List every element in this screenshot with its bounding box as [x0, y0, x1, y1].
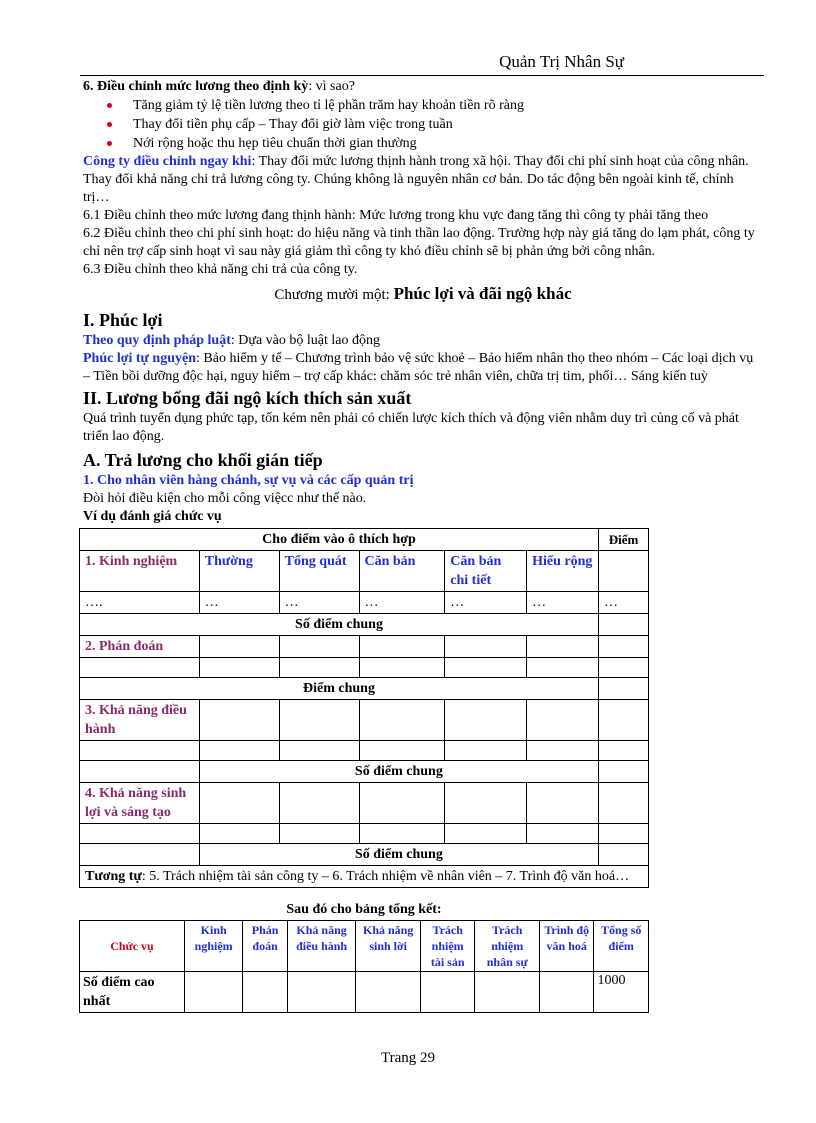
summary-col-header: Kinh nghiệm — [184, 921, 243, 972]
level-choice-cell[interactable] — [199, 658, 279, 678]
level-choice-cell[interactable] — [527, 824, 599, 844]
summary-col-header: Khả năng sinh lời — [356, 921, 421, 972]
score-header: Điểm — [598, 529, 648, 551]
table-row — [80, 551, 649, 592]
adjust-text: : Thay đổi mức lương thịnh hành trong xã hội. Thay đổi chi phí sinh hoạt của công nhân. Thay đổi khả năng chi trả lương công ty. Chúng không là nguyên nhân cơ bản. Do tác động bên ngoài kinh tế, chính trị… — [83, 154, 749, 205]
voluntary-label: Phúc lợi tự nguyện — [83, 351, 197, 366]
bullet-text: Nới rộng hoặc thu hẹp tiêu chuẩn thời gian thường — [133, 136, 417, 151]
similar-label: Tương tự — [85, 869, 142, 884]
bullet-item — [107, 115, 763, 134]
score-cell[interactable] — [598, 761, 648, 783]
table-row — [80, 678, 649, 700]
bullet-dot-icon — [107, 122, 112, 127]
level-cell: Tổng quát — [279, 551, 359, 592]
table-row — [80, 592, 649, 614]
level-cell: Hiểu rộng — [527, 551, 599, 592]
table-row — [80, 614, 649, 636]
paragraph-6-2: 6.2 Điều chỉnh theo chi phí sinh hoạt: do hiệu năng và tinh thần lao động. Trường hợp này giá tăng do lạm phát, công ty chỉ nên trợ cấp sinh hoạt vì sau này giá giảm thì công ty khó điều chỉnh sẽ bị phản ứng bởi công nhân. — [83, 226, 755, 259]
similar-text: : 5. Trách nhiệm tài sản công ty – 6. Trách nhiệm về nhân viên – 7. Trình độ văn hoá… — [141, 869, 630, 884]
level-choice-cell[interactable] — [527, 741, 599, 761]
level-cell: Căn bản — [359, 551, 445, 592]
table-row — [80, 741, 649, 761]
total-label-cell: Số điểm chung — [199, 844, 598, 866]
chapter-prefix: Chương mười một — [274, 287, 386, 303]
adjust-label: Công ty điều chỉnh ngay khi — [83, 154, 252, 169]
blank-cell — [80, 761, 200, 783]
dots-cell: … — [199, 592, 279, 614]
score-cell[interactable] — [598, 636, 648, 658]
summary-table — [79, 920, 649, 1013]
eval-header: Cho điểm vào ô thích hợp — [80, 529, 599, 551]
voluntary-text: : Bảo hiểm y tế – Chương trình bảo vệ sức khoẻ – Bảo hiểm nhân thọ theo nhóm – Các loại dịch vụ – Tiền bồi dưỡng độc hại, nguy hiểm – trợ cấp khác: chăm sóc trẻ nhân viên, chữa trị tim, phổi… Sáng kiến tuỳ — [83, 351, 754, 384]
level-choice-cell[interactable] — [445, 658, 527, 678]
dots-cell: … — [598, 592, 648, 614]
score-cell[interactable] — [598, 844, 648, 866]
level-choice-cell[interactable] — [279, 783, 359, 824]
summary-cell[interactable] — [243, 972, 287, 1013]
bullet-item — [107, 96, 763, 115]
table-row — [80, 761, 649, 783]
score-cell[interactable] — [598, 783, 648, 824]
chapter-title: Phúc lợi và đãi ngộ khác — [393, 284, 572, 303]
total-label-cell: Điểm chung — [80, 678, 599, 700]
page-content — [83, 78, 763, 1013]
level-cell: Căn bản chi tiết — [445, 551, 527, 592]
example-label: Ví dụ đánh giá chức vụ — [83, 509, 222, 524]
page-number: Trang 29 — [380, 1050, 436, 1066]
table-row — [80, 700, 649, 741]
bullet-item — [107, 134, 763, 153]
similar-cell — [80, 866, 649, 888]
section-6-title: 6. Điều chỉnh mức lương theo định kỳ — [83, 79, 309, 94]
total-label-cell: Số điểm chung — [80, 614, 599, 636]
summary-row — [80, 972, 649, 1013]
criterion-cell: 2. Phán đoán — [80, 636, 200, 658]
score-cell[interactable] — [598, 678, 648, 700]
table-row — [80, 866, 649, 888]
level-choice-cell[interactable] — [199, 783, 279, 824]
summary-col-header: Khả năng điều hành — [287, 921, 356, 972]
level-choice-cell[interactable] — [359, 700, 445, 741]
score-cell[interactable] — [598, 741, 648, 761]
section-6-heading — [83, 78, 763, 96]
chapter-heading — [83, 283, 763, 306]
legal-paragraph — [83, 332, 763, 350]
blank-cell — [80, 824, 200, 844]
section-ii-text: Quá trình tuyển dụng phức tạp, tốn kém nên phải có chiến lược kích thích và động viên nhằm duy trì củng cố và phát triển lao động. — [83, 411, 739, 444]
level-choice-cell[interactable] — [199, 700, 279, 741]
section-a-sub1: 1. Cho nhân viên hàng chánh, sự vụ và các cấp quản trị — [83, 473, 414, 488]
bullet-dot-icon — [107, 103, 112, 108]
level-choice-cell[interactable] — [527, 700, 599, 741]
level-choice-cell[interactable] — [527, 783, 599, 824]
level-choice-cell[interactable] — [527, 636, 599, 658]
dots-cell: … — [527, 592, 599, 614]
level-choice-cell[interactable] — [527, 658, 599, 678]
criterion-cell: 3. Khả năng điều hành — [80, 700, 200, 741]
level-choice-cell[interactable] — [359, 741, 445, 761]
page-header-title: Quản Trị Nhân Sự — [499, 52, 624, 71]
summary-cell[interactable] — [420, 972, 474, 1013]
level-choice-cell[interactable] — [445, 636, 527, 658]
section-a-sub1-text: Đòi hỏi điều kiện cho mỗi công việcc như thế nào. — [83, 491, 367, 506]
level-choice-cell[interactable] — [279, 636, 359, 658]
score-cell[interactable] — [598, 551, 648, 592]
paragraph-6-1: 6.1 Điều chỉnh theo mức lương đang thịnh hành: Mức lương trong khu vực đang tăng thì công ty phải tăng theo — [83, 208, 709, 223]
summary-col-header: Tổng số điểm — [594, 921, 649, 972]
dots-cell: … — [359, 592, 445, 614]
summary-total-value: 1000 — [594, 972, 649, 1013]
summary-cell[interactable] — [356, 972, 421, 1013]
summary-cell[interactable] — [184, 972, 243, 1013]
section-ii-title: II. Lương bổng đãi ngộ kích thích sản xuất — [83, 388, 412, 408]
total-label-cell: Số điểm chung — [199, 761, 598, 783]
summary-cell[interactable] — [539, 972, 593, 1013]
level-choice-cell[interactable] — [445, 700, 527, 741]
table-row — [80, 844, 649, 866]
summary-col-header: Trách nhiệm tài sản — [420, 921, 474, 972]
level-choice-cell[interactable] — [359, 824, 445, 844]
level-choice-cell[interactable] — [279, 824, 359, 844]
level-choice-cell[interactable] — [199, 636, 279, 658]
bullet-text: Thay đổi tiền phụ cấp – Thay đổi giờ làm việc trong tuần — [133, 117, 453, 132]
level-choice-cell[interactable] — [445, 824, 527, 844]
level-choice-cell[interactable] — [279, 741, 359, 761]
level-cell: Thường — [199, 551, 279, 592]
summary-row-label: Số điểm cao nhất — [80, 972, 185, 1013]
level-choice-cell[interactable] — [359, 658, 445, 678]
summary-header-row — [80, 921, 649, 972]
level-choice-cell[interactable] — [279, 700, 359, 741]
section-i-title: I. Phúc lợi — [83, 310, 163, 330]
table-row — [80, 824, 649, 844]
position-header: Chức vụ — [80, 921, 185, 972]
legal-text: : Dựa vào bộ luật lao động — [230, 333, 380, 348]
dots-cell: …. — [80, 592, 200, 614]
section-6-bullets — [83, 96, 763, 153]
level-choice-cell[interactable] — [199, 824, 279, 844]
level-choice-cell[interactable] — [199, 741, 279, 761]
blank-cell — [80, 741, 200, 761]
score-cell[interactable] — [598, 614, 648, 636]
dots-cell: … — [445, 592, 527, 614]
section-6-title-suffix: : vì sao? — [308, 79, 355, 94]
voluntary-paragraph — [83, 350, 763, 386]
criterion-cell: 1. Kinh nghiệm — [80, 551, 200, 592]
dots-cell: … — [279, 592, 359, 614]
score-cell[interactable] — [598, 824, 648, 844]
summary-col-header: Trình độ văn hoá — [539, 921, 593, 972]
section-a-title: A. Trả lương cho khối gián tiếp — [83, 450, 323, 470]
summary-cell[interactable] — [287, 972, 356, 1013]
bullet-dot-icon — [107, 141, 112, 146]
level-choice-cell[interactable] — [445, 741, 527, 761]
summary-caption: Sau đó cho bảng tổng kết: — [286, 902, 442, 917]
score-cell[interactable] — [598, 700, 648, 741]
level-choice-cell[interactable] — [359, 636, 445, 658]
adjust-paragraph — [83, 153, 763, 207]
score-cell[interactable] — [598, 658, 648, 678]
summary-cell[interactable] — [475, 972, 540, 1013]
level-choice-cell[interactable] — [359, 783, 445, 824]
level-choice-cell[interactable] — [279, 658, 359, 678]
blank-cell — [80, 658, 200, 678]
table-row — [80, 658, 649, 678]
criterion-cell: 4. Khả năng sinh lợi và sáng tạo — [80, 783, 200, 824]
paragraph-6-3: 6.3 Điều chỉnh theo khả năng chi trả của công ty. — [83, 262, 358, 277]
evaluation-table — [79, 528, 649, 888]
bullet-text: Tăng giảm tỷ lệ tiền lương theo tỉ lệ phần trăm hay khoản tiền rõ ràng — [133, 98, 524, 113]
table-row — [80, 783, 649, 824]
header-rule — [80, 75, 764, 76]
level-choice-cell[interactable] — [445, 783, 527, 824]
blank-cell — [80, 844, 200, 866]
table-header-row — [80, 529, 649, 551]
legal-label: Theo quy định pháp luật — [83, 333, 231, 348]
summary-col-header: Phán đoán — [243, 921, 287, 972]
chapter-sep: : — [385, 287, 394, 303]
table-row — [80, 636, 649, 658]
summary-col-header: Trách nhiệm nhân sự — [475, 921, 540, 972]
